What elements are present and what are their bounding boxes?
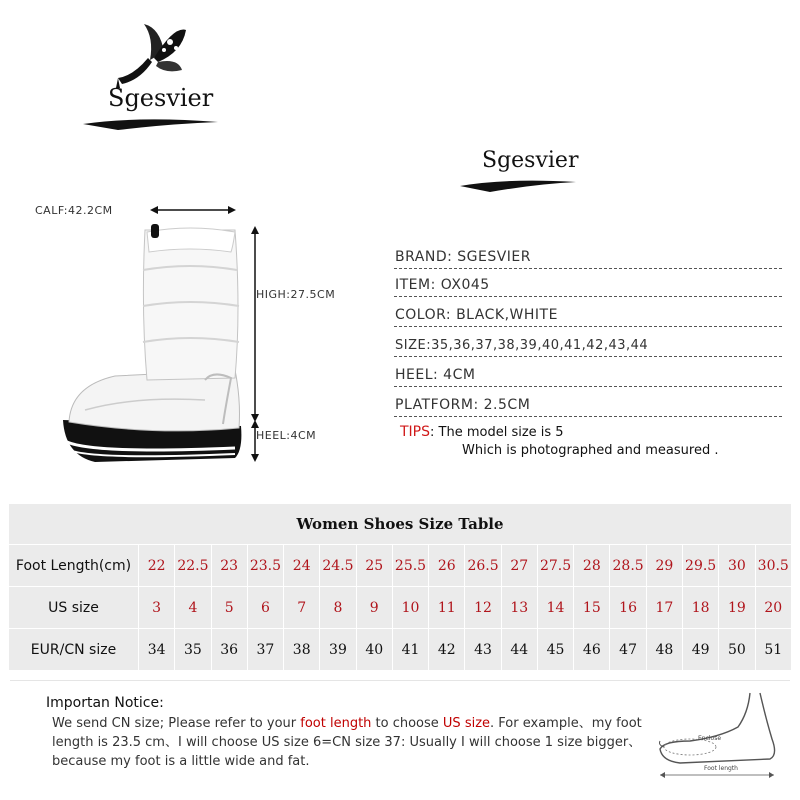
table-cell: 51 [755,629,791,671]
table-cell: 38 [284,629,320,671]
spec-item: ITEM: OX045 [394,268,782,297]
diagram-foot-length-label: Foot length [704,765,738,772]
logo-brand-text: Sgesvier [108,84,214,112]
table-row [9,587,792,629]
table-cell: 23 [211,545,247,587]
table-cell: 27.5 [537,545,573,587]
table-cell: 34 [139,629,175,671]
heel-dimension-label: HEEL:4CM [256,429,317,442]
table-cell: 40 [356,629,392,671]
row-label-us-size: US size [9,587,139,629]
table-cell: 35 [175,629,211,671]
tips-block [400,424,790,458]
table-row [9,629,792,671]
table-cell: 48 [646,629,682,671]
table-cell: 24 [284,545,320,587]
table-cell: 13 [501,587,537,629]
table-cell: 8 [320,587,356,629]
logo-swoosh [78,104,228,134]
notice-text: We send CN size; Please refer to your foot length to choose US size. For example、my foot length is 23.5 cm、I will choose US size 6=CN size 37: Usually I will choose 1 size bigger、because my foot is a little wide and fat. [52,716,642,769]
table-cell: 27 [501,545,537,587]
size-table-title-row [9,504,792,545]
tips-label: TIPS [400,424,431,440]
foot-diagram [650,689,785,785]
table-cell: 30.5 [755,545,791,587]
table-cell: 37 [247,629,283,671]
spec-heel: HEEL: 4CM [394,358,782,387]
spec-brand: BRAND: SGESVIER [394,240,782,269]
height-dimension-label: HIGH:27.5CM [256,288,336,301]
table-cell: 5 [211,587,247,629]
table-cell: 22 [139,545,175,587]
table-cell: 6 [247,587,283,629]
notice-highlight-foot-length: foot length [300,716,372,731]
row-label-foot-length: Foot Length(cm) [9,545,139,587]
table-cell: 36 [211,629,247,671]
brand-logo [78,18,228,128]
table-cell: 29.5 [682,545,718,587]
notice-box [10,680,790,791]
table-cell: 10 [392,587,428,629]
table-cell: 50 [719,629,755,671]
table-cell: 47 [610,629,646,671]
table-cell: 39 [320,629,356,671]
calf-arrow-icon [150,204,236,216]
table-cell: 17 [646,587,682,629]
butterfly-heel-icon [78,18,228,90]
table-cell: 3 [139,587,175,629]
table-cell: 41 [392,629,428,671]
table-cell: 24.5 [320,545,356,587]
table-cell: 4 [175,587,211,629]
table-cell: 28 [574,545,610,587]
spec-color: COLOR: BLACK,WHITE [394,298,782,327]
table-cell: 30 [719,545,755,587]
table-cell: 44 [501,629,537,671]
table-cell: 14 [537,587,573,629]
row-label-eur-cn-size: EUR/CN size [9,629,139,671]
table-cell: 26 [429,545,465,587]
header-logo-swoosh [456,168,586,198]
size-table [8,503,792,671]
spec-size: SIZE:35,36,37,38,39,40,41,42,43,44 [394,328,782,357]
size-table-title: Women Shoes Size Table [9,504,792,545]
table-cell: 15 [574,587,610,629]
table-cell: 20 [755,587,791,629]
table-cell: 25 [356,545,392,587]
boot-image [55,210,255,480]
table-cell: 16 [610,587,646,629]
table-cell: 7 [284,587,320,629]
tips-line-2: Which is photographed and measured . [462,443,719,458]
table-cell: 23.5 [247,545,283,587]
table-cell: 28.5 [610,545,646,587]
notice-highlight-us-size: US size [442,716,491,731]
notice-title: Importan Notice: [46,695,164,711]
table-cell: 29 [646,545,682,587]
height-arrow-icon [249,226,261,422]
table-cell: 26.5 [465,545,501,587]
tips-line-1: : The model size is 5 [430,425,564,440]
table-row [9,545,792,587]
header-logo [456,146,586,196]
table-cell: 49 [682,629,718,671]
table-cell: 9 [356,587,392,629]
table-cell: 19 [719,587,755,629]
spec-platform: PLATFORM: 2.5CM [394,388,782,417]
calf-dimension-label: CALF:42.2CM [35,204,113,217]
diagram-enclose-label: Enclose [698,735,722,742]
header-logo-text: Sgesvier [482,148,579,173]
table-cell: 12 [465,587,501,629]
table-cell: 45 [537,629,573,671]
table-cell: 18 [682,587,718,629]
table-cell: 43 [465,629,501,671]
table-cell: 42 [429,629,465,671]
table-cell: 11 [429,587,465,629]
table-cell: 25.5 [392,545,428,587]
table-cell: 46 [574,629,610,671]
table-cell: 22.5 [175,545,211,587]
